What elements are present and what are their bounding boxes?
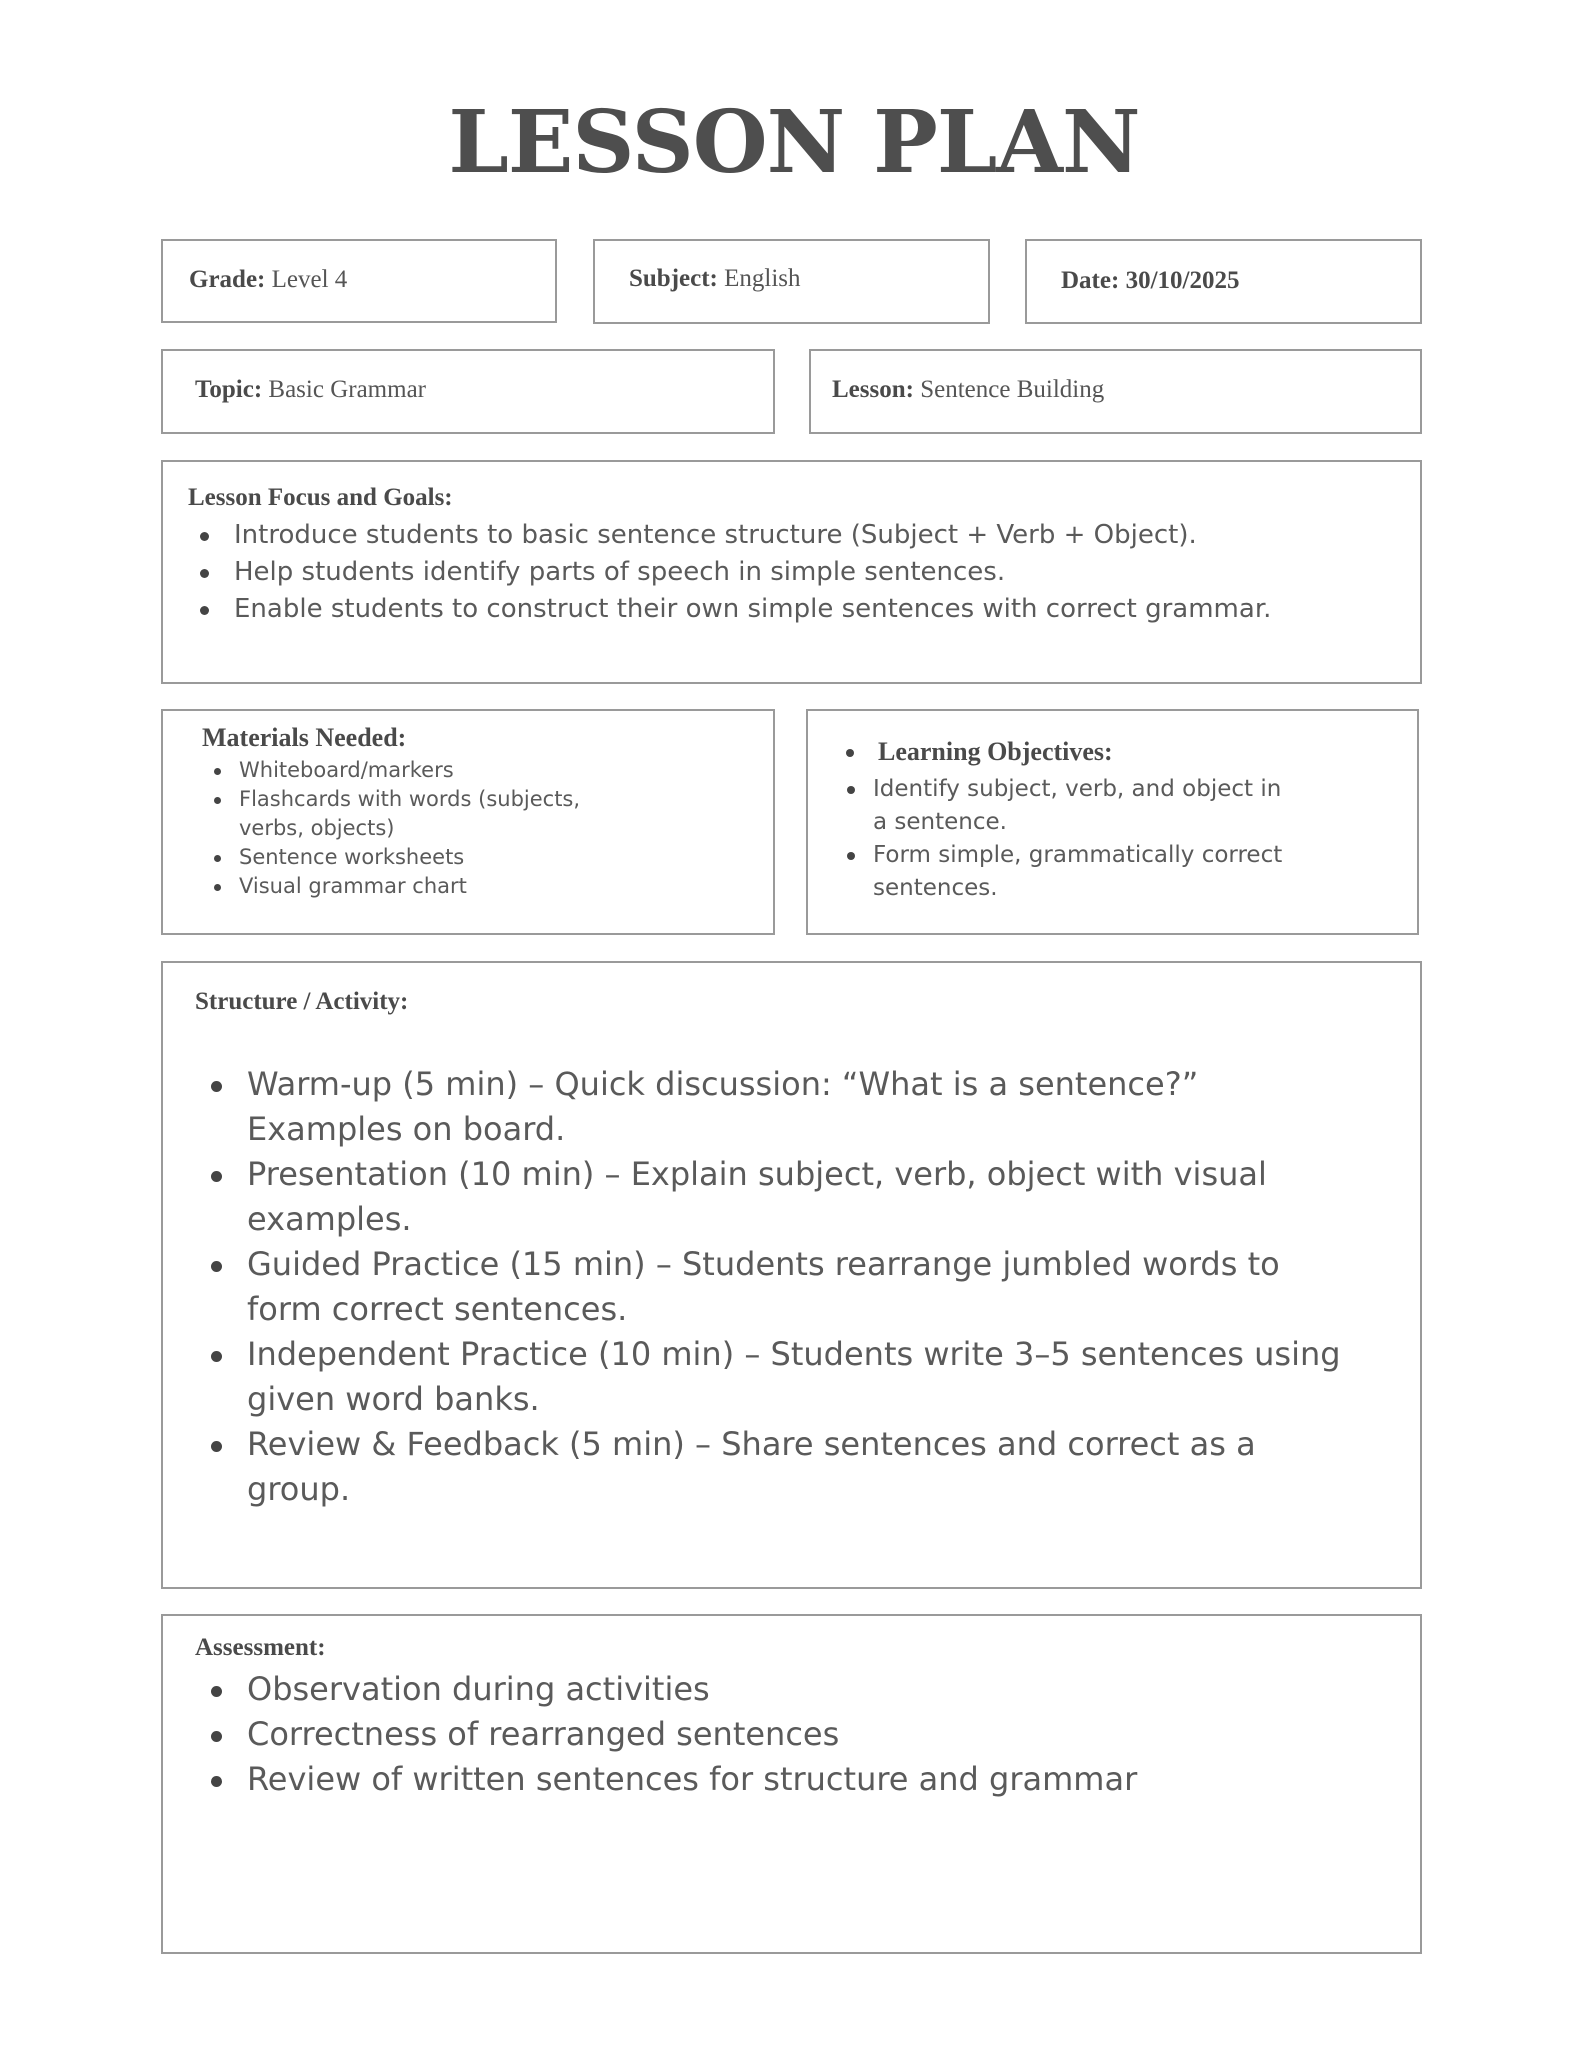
focus-list — [188, 517, 1408, 628]
subject-value: English — [724, 265, 801, 292]
materials-box — [161, 709, 775, 935]
topic-box — [161, 349, 775, 434]
structure-heading: Structure / Activity: — [195, 988, 409, 1015]
date-label: Date: — [1061, 267, 1120, 294]
list-item: Guided Practice (15 min) – Students rearrange jumbled words to form correct sentences. — [195, 1242, 1345, 1332]
topic-label: Topic: — [195, 376, 263, 403]
page-title: LESSON PLAN — [448, 92, 1140, 193]
focus-heading: Lesson Focus and Goals: — [188, 484, 453, 511]
list-item: Help students identify parts of speech in simple sentences. — [188, 554, 1408, 591]
list-item: Introduce students to basic sentence structure (Subject + Verb + Object). — [188, 517, 1408, 554]
structure-box — [161, 961, 1422, 1589]
materials-heading: Materials Needed: — [202, 723, 407, 752]
list-item: Whiteboard/markers — [202, 756, 642, 785]
lesson-box — [809, 349, 1422, 434]
assessment-list — [195, 1667, 1375, 1802]
date-box — [1025, 239, 1422, 324]
materials-list — [202, 756, 642, 901]
grade-box — [161, 239, 557, 323]
subject-label: Subject: — [629, 265, 718, 292]
list-item: Warm-up (5 min) – Quick discussion: “What is a sentence?” Examples on board. — [195, 1062, 1345, 1152]
list-item: Review & Feedback (5 min) – Share sentences and correct as a group. — [195, 1422, 1345, 1512]
list-item: Presentation (10 min) – Explain subject, verb, object with visual examples. — [195, 1152, 1345, 1242]
objectives-list — [841, 773, 1301, 905]
objectives-heading-row — [838, 737, 1113, 767]
list-item: Flashcards with words (subjects, verbs, objects) — [202, 785, 642, 843]
lesson-label: Lesson: — [832, 376, 914, 403]
date-value: 30/10/2025 — [1125, 267, 1240, 294]
grade-label: Grade: — [189, 266, 266, 293]
list-item: Sentence worksheets — [202, 843, 642, 872]
list-item: Form simple, grammatically correct sentences. — [841, 839, 1301, 905]
list-item: Observation during activities — [195, 1667, 1375, 1712]
assessment-heading: Assessment: — [195, 1634, 326, 1661]
objectives-heading: Learning Objectives: — [878, 737, 1113, 766]
list-item: Correctness of rearranged sentences — [195, 1712, 1375, 1757]
list-item: Review of written sentences for structure and grammar — [195, 1757, 1375, 1802]
list-item: Visual grammar chart — [202, 872, 642, 901]
list-item: Enable students to construct their own simple sentences with correct grammar. — [188, 591, 1408, 628]
assessment-box — [161, 1614, 1422, 1954]
topic-value: Basic Grammar — [268, 376, 426, 403]
list-item: Independent Practice (10 min) – Students write 3–5 sentences using given word banks. — [195, 1332, 1345, 1422]
objectives-box — [806, 709, 1419, 935]
subject-box — [593, 239, 990, 324]
bullet-icon — [846, 749, 854, 757]
structure-list — [195, 1062, 1345, 1512]
list-item: Identify subject, verb, and object in a sentence. — [841, 773, 1301, 839]
lesson-value: Sentence Building — [920, 376, 1105, 403]
grade-value: Level 4 — [271, 266, 348, 293]
focus-box — [161, 460, 1422, 684]
